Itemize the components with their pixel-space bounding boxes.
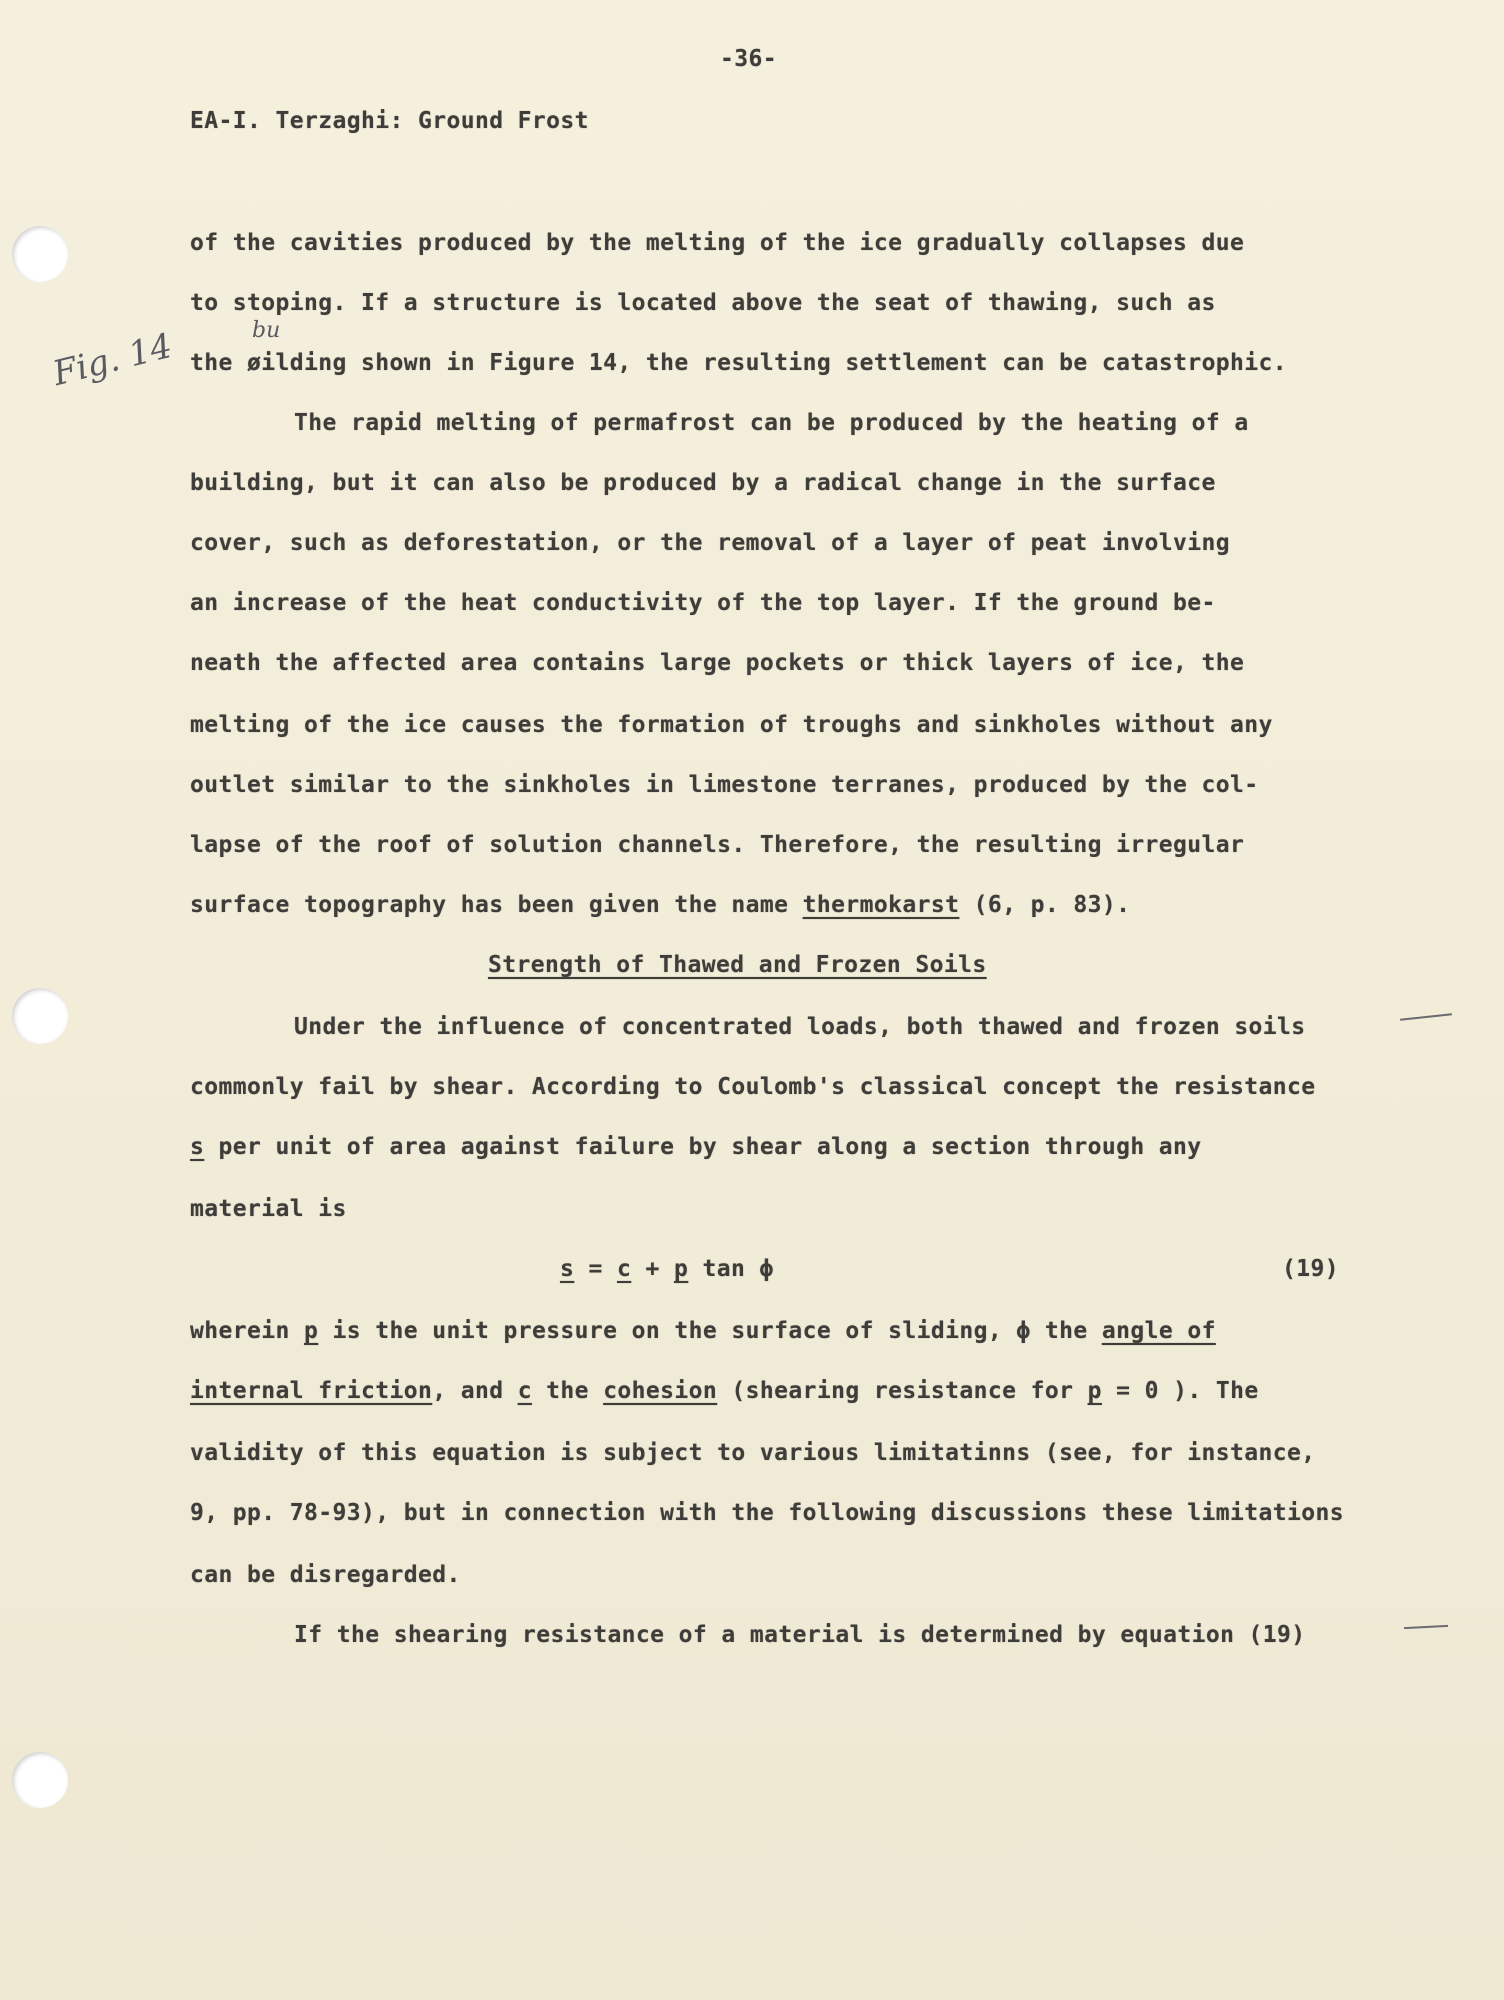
punch-hole-middle <box>12 988 68 1044</box>
margin-note-fig14: Fig. 14 <box>48 325 177 395</box>
punch-hole-top <box>12 226 68 282</box>
text-line-16: material is <box>190 1196 347 1222</box>
text-line-11: lapse of the roof of solution channels. Therefore, the resulting irregular <box>190 832 1245 858</box>
margin-mark-1 <box>1400 1013 1452 1020</box>
punch-hole-bottom <box>12 1752 68 1808</box>
text-line-6: cover, such as deforestation, or the removal of a layer of peat involving <box>190 530 1231 556</box>
section-heading: Strength of Thawed and Frozen Soils <box>488 952 987 978</box>
text-line-17: wherein p is the unit pressure on the surface of sliding, ϕ the angle of <box>190 1318 1216 1344</box>
text-line-4: The rapid melting of permafrost can be produced by the heating of a <box>294 410 1249 436</box>
text-line-2: to stoping. If a structure is located above the seat of thawing, such as <box>190 290 1216 316</box>
text-line-22: If the shearing resistance of a material is determined by equation (19) <box>294 1622 1306 1648</box>
text-line-10: outlet similar to the sinkholes in limestone terranes, produced by the col- <box>190 772 1259 798</box>
handwritten-insertion: bu <box>252 318 281 343</box>
margin-mark-2 <box>1404 1625 1448 1629</box>
text-line-8: neath the affected area contains large pockets or thick layers of ice, the <box>190 650 1245 676</box>
text-line-18: internal friction, and c the cohesion (shearing resistance for p = 0 ). The <box>190 1378 1259 1404</box>
page-number: -36- <box>720 46 777 72</box>
text-line-14: commonly fail by shear. According to Coulomb's classical concept the resistance <box>190 1074 1316 1100</box>
text-line-7: an increase of the heat conductivity of the top layer. If the ground be- <box>190 590 1216 616</box>
equation-number: (19) <box>1282 1256 1339 1282</box>
text-line-3: the øilding shown in Figure 14, the resulting settlement can be catastrophic. <box>190 350 1288 376</box>
text-line-19: validity of this equation is subject to various limitatinns (see, for instance, <box>190 1440 1316 1466</box>
equation-19: s = c + p tan ϕ <box>560 1256 774 1282</box>
text-line-5: building, but it can also be produced by a radical change in the surface <box>190 470 1216 496</box>
text-line-13: Under the influence of concentrated loads, both thawed and frozen soils <box>294 1014 1306 1040</box>
text-line-1: of the cavities produced by the melting of the ice gradually collapses due <box>190 230 1245 256</box>
text-line-21: can be disregarded. <box>190 1562 461 1588</box>
text-line-12: surface topography has been given the name thermokarst (6, p. 83). <box>190 892 1131 918</box>
running-header: EA-I. Terzaghi: Ground Frost <box>190 108 589 134</box>
text-line-9: melting of the ice causes the formation of troughs and sinkholes without any <box>190 712 1273 738</box>
text-line-20: 9, pp. 78-93), but in connection with the following discussions these limitations <box>190 1500 1345 1526</box>
text-line-15: s per unit of area against failure by shear along a section through any <box>190 1134 1202 1160</box>
